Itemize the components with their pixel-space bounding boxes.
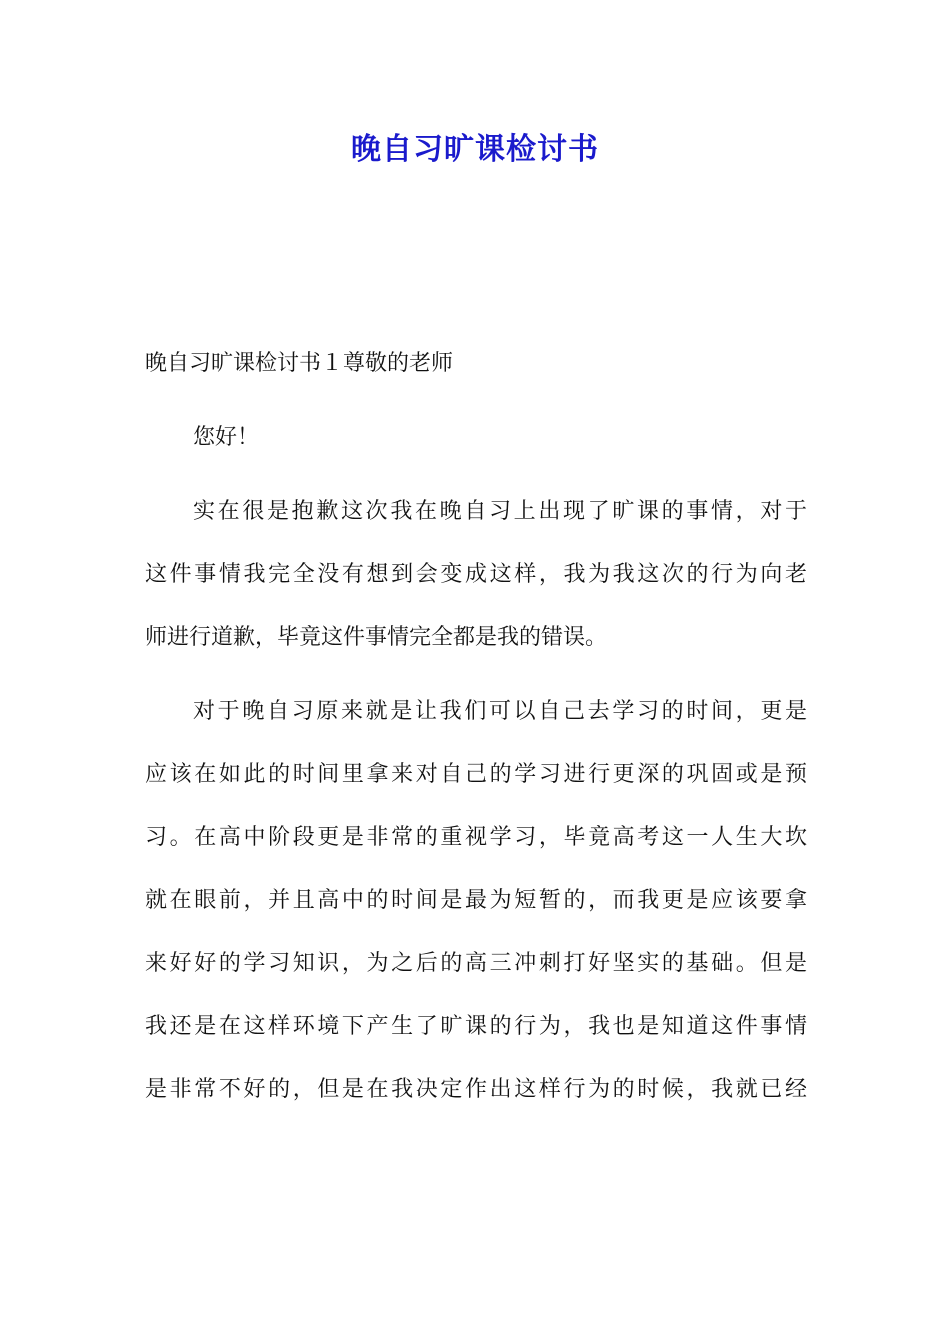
document-title: 晚自习旷课检讨书 xyxy=(351,132,599,167)
paragraph-2 xyxy=(145,680,807,1121)
paragraph-line: 就在眼前，并且高中的时间是最为短暂的，而我更是应该要拿 xyxy=(145,888,807,913)
greeting-line: 您好！ xyxy=(193,425,260,450)
paragraph-line: 来好好的学习知识，为之后的高三冲刺打好坚实的基础。但是 xyxy=(145,951,807,976)
paragraph-line: 习。在高中阶段更是非常的重视学习，毕竟高考这一人生大坎 xyxy=(145,825,807,850)
paragraph-line: 对于晚自习原来就是让我们可以自己去学习的时间，更是 xyxy=(193,699,807,724)
paragraph-line: 这件事情我完全没有想到会变成这样，我为我这次的行为向老 xyxy=(145,562,807,587)
paragraph-1 xyxy=(145,480,807,669)
document-body xyxy=(145,332,807,1121)
paragraph-line: 实在很是抱歉这次我在晚自习上出现了旷课的事情，对于 xyxy=(193,499,807,524)
paragraph-line: 是非常不好的，但是在我决定作出这样行为的时候，我就已经 xyxy=(145,1077,807,1102)
paragraph-line: 应该在如此的时间里拿来对自己的学习进行更深的巩固或是预 xyxy=(145,762,807,787)
paragraph-line: 我还是在这样环境下产生了旷课的行为，我也是知道这件事情 xyxy=(145,1014,807,1039)
heading-line: 晚自习旷课检讨书１尊敬的老师 xyxy=(145,351,454,376)
paragraph-line: 师进行道歉，毕竟这件事情完全都是我的错误。 xyxy=(145,625,608,650)
